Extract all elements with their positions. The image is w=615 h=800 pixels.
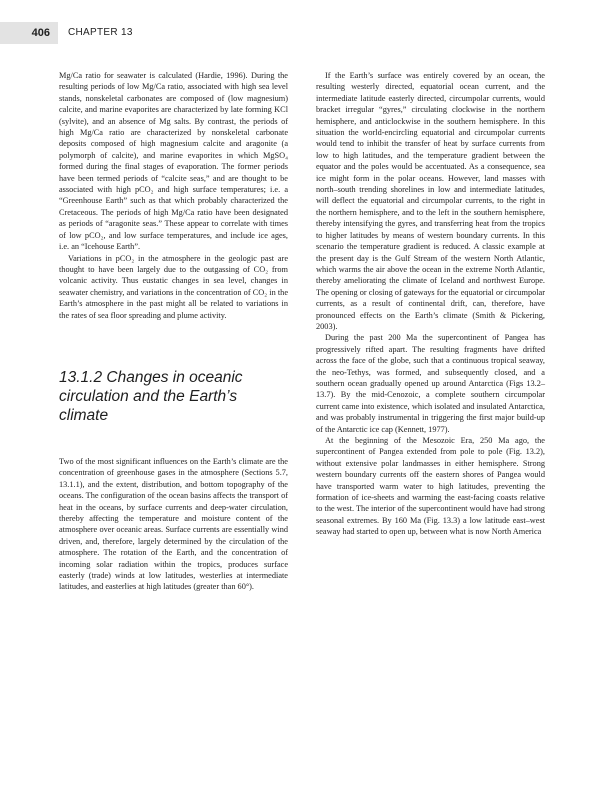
paragraph: Variations in pCO₂ in the atmosphere in the geologic past are thought to have been largely due to the outgassing of CO₂ from volcanic activity. Thus eustatic changes in sea level, changes in seawater chemistry, and variations in the concentration of CO₂ in the Earth’s atmosphere in the past might all be related to variations in the rates of sea floor spreading and plume activity. [59, 253, 288, 320]
right-column [316, 70, 545, 538]
page-number: 406 [0, 22, 58, 44]
paragraph: At the beginning of the Mesozoic Era, 250 Ma ago, the supercontinent of Pangea extended from pole to pole (Fig. 13.2), without extensive polar landmasses in either hemisphere. Strong western boundary currents off the eastern shores of Pangea would have transported warm water to high latitudes, preventing the formation of ice-sheets and warming the east-facing coasts relative to the west. The interior of the supercontinent would have had strong seasonal extremes. By 160 Ma (Fig. 13.3) a low latitude east–west seaway had started to open up, between what is now North America [316, 436, 545, 537]
chapter-label: CHAPTER 13 [68, 27, 133, 38]
paragraph: If the Earth’s surface was entirely covered by an ocean, the resulting westerly directed, equatorial ocean current, and the intermediate latitude easterly directed, circumpolar currents, would bracket irregular “gyres,” circulating clockwise in the northern hemisphere, and anticlockwise in the southern hemisphere. In this situation the world-encircling equatorial and circumpolar currents would tend to inhibit the transfer of heat by surface currents from low to high latitudes, and the temperature gradient between the equator and the poles would be accentuated. As a consequence, sea ice might form in the polar oceans. However, land masses with north–south trending shorelines in low and intermediate latitudes, will deflect the equatorial and circumpolar currents, to the right in the northern hemisphere, and to the left in the southern hemisphere, thereby intensifying the gyres, and transferring heat from the tropics to higher latitudes by means of western boundary currents. In this scenario the temperature gradient is reduced. A classic example at the present day is the Gulf Stream of the western North Atlantic, which warms the air above the ocean in the extreme North Atlantic, thereby ameliorating the climate of Iceland and northwest Europe. The opening or closing of gateways for the equatorial or circumpolar currents, as a result of continental drift, can, therefore, have pronounced effects on the Earth’s climate (Smith & Pickering, 2003). [316, 71, 546, 331]
paragraph: During the past 200 Ma the supercontinent of Pangea has progressively rifted apart. The resulting fragments have drifted across the face of the globe, such that a continuous tropical seaway, the neo-Tethys, was formed, and subsequently closed, and a southern ocean gradually opened up around Antarctica (Figs 13.2–13.7). By the mid-Cenozoic, a complete southern circumpolar current came into existence, which isolated and insulated Antarctica, and was probably instrumental in triggering the first major build-up of the Antarctic ice cap (Kennett, 1977). [316, 333, 545, 434]
paragraph: Mg/Ca ratio for seawater is calculated (Hardie, 1996). During the resulting periods of low Mg/Ca ratio, associated with high sea level stands, nonskeletal carbonates are composed of (low magnesium) calcite, and marine evaporites are characterized by late forming KCl (sylvite), and an absence of Mg salts. By contrast, the periods of high Mg/Ca ratio are characterized by nonskeletal carbonate deposits composed of high magnesium calcite and aragonite (a polymorph of calcite), and marine evaporites in which MgSO₄ formed during the final stages of evaporation. The former periods have been termed periods of “calcite seas,” and are thought to be associated with high pCO₂ and high surface temperatures; i.e. a “Greenhouse Earth” such as that which probably characterized the Cretaceous. The periods of high Mg/Ca ratio have been designated as periods of “aragonite seas.” These appear to correlate with times of low pCO₂, and low surface temperatures, and include ice ages, i.e. an “Icehouse Earth”. [59, 71, 288, 252]
paragraph: Two of the most significant influences on the Earth’s climate are the concentration of greenhouse gases in the atmosphere (Sections 5.7, 13.1.1), and the extent, distribution, and bottom topography of the oceans. The configuration of the ocean basins affects the transport of heat in the oceans, by surface currents and deep-water circulation, thereby affecting the temperature and moisture content of the atmosphere over oceanic areas. Surface currents are essentially wind driven, and, therefore, largely determined by the circulation of the atmosphere. The rotation of the Earth, and the concentration of incoming solar radiation within the tropics, produces surface easterly (trade) winds at low latitudes, westerlies at intermediate latitudes, and easterlies at high latitudes (greater than 60°). [59, 456, 288, 592]
left-column [59, 70, 288, 593]
section-heading: 13.1.2 Changes in oceanic circulation and the Earth’s climate [59, 368, 243, 424]
page-header [0, 22, 615, 46]
